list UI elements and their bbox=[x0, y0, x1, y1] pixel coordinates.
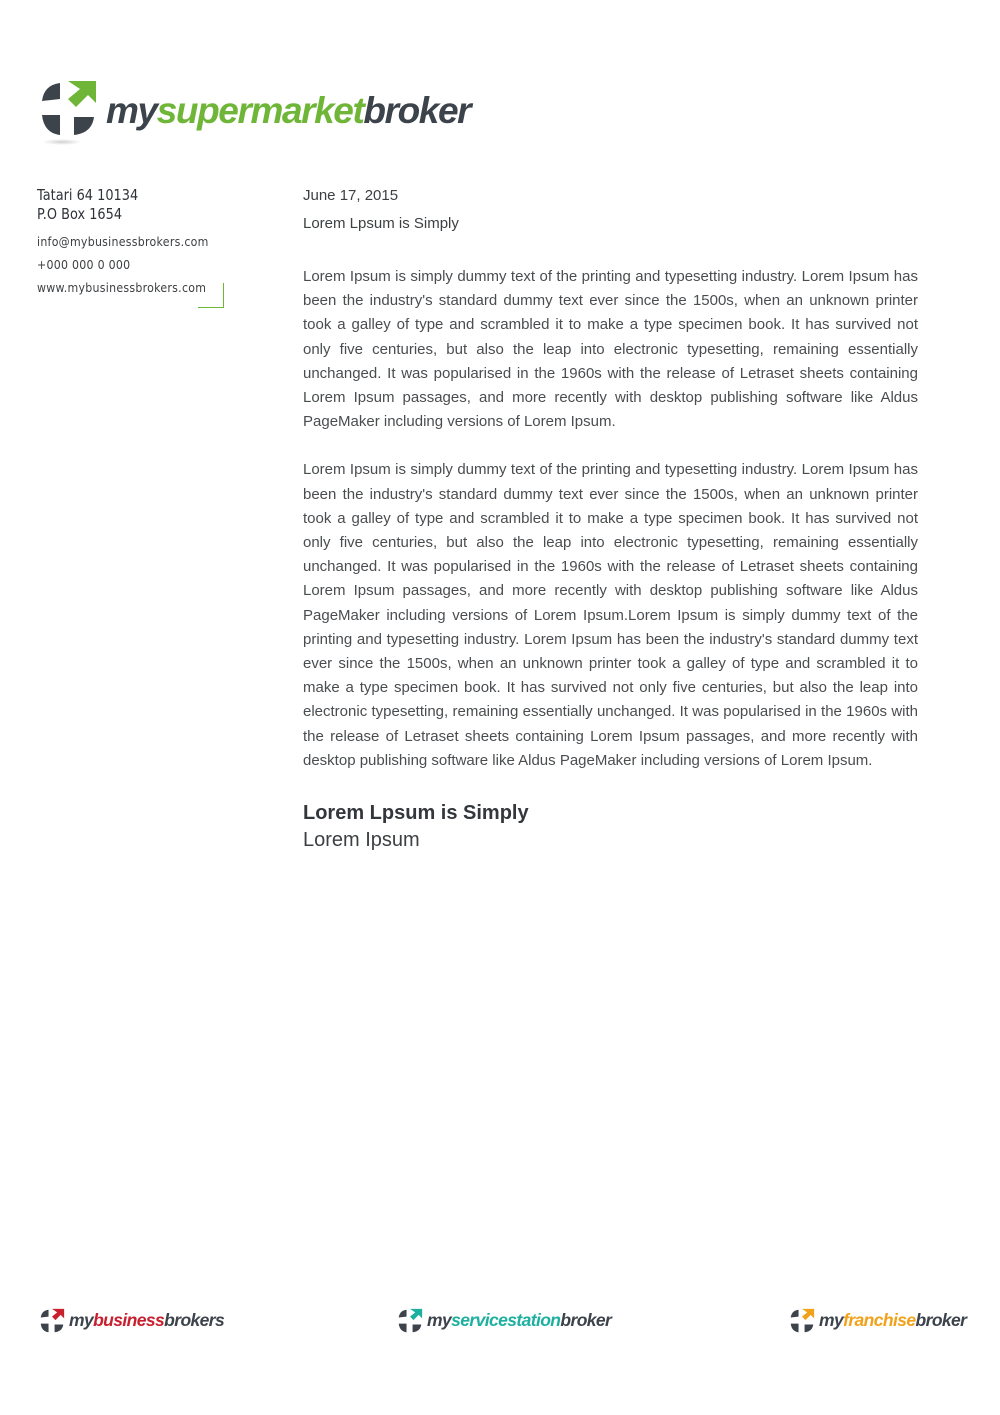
wordmark-suffix: broker bbox=[363, 89, 471, 131]
letter-paragraph-2: Lorem Ipsum is simply dummy text of the printing and typesetting industry. Lorem Ipsum has been the industry's standard dummy text ever since the 1500s, when an unknown printer took a galley of type and scrambled it to make a type specimen book. It has survived not only five centuries, but also the leap into electronic typesetting, remaining essentially unchanged. It was popularised in the 1960s with the release of Letraset sheets containing Lorem Ipsum passages, and more recently with desktop publishing software like Aldus PageMaker including versions of Lorem Ipsum.Lorem Ipsum is simply dummy text of the printing and typesetting industry. Lorem Ipsum has been the industry's standard dummy text ever since the 1500s, when an unknown printer took a galley of type and scrambled it to make a type specimen book. It has survived not only five centuries, but also the leap into electronic typesetting, remaining essentially unchanged. It was popularised in the 1960s with the release of Letraset sheets containing Lorem Ipsum passages, and more recently with desktop publishing software like Aldus PageMaker including versions of Lorem Ipsum. bbox=[303, 461, 918, 769]
wordmark-highlight: supermarket bbox=[156, 89, 364, 131]
letter-date: June 17, 2015 bbox=[303, 187, 399, 204]
footer-wordmark bbox=[69, 1312, 224, 1330]
cross-arrow-logo-icon bbox=[789, 1308, 815, 1334]
website-text: www.mybusinessbrokers.com bbox=[37, 280, 207, 295]
wordmark-prefix: my bbox=[427, 1310, 452, 1331]
footer-logo-business-brokers bbox=[39, 1306, 224, 1336]
brand-wordmark bbox=[106, 89, 471, 131]
letter-body bbox=[303, 185, 918, 854]
address-line-2: P.O Box 1654 bbox=[37, 205, 123, 223]
wordmark-prefix: my bbox=[819, 1310, 844, 1331]
wordmark-suffix: brokers bbox=[164, 1310, 225, 1331]
footer-logo-servicestation-broker bbox=[397, 1306, 611, 1336]
footer-wordmark bbox=[819, 1312, 966, 1330]
footer-logo-franchise-broker bbox=[789, 1306, 966, 1336]
letter-subject: Lorem Lpsum is Simply bbox=[303, 215, 459, 232]
footer-wordmark bbox=[427, 1312, 611, 1330]
wordmark-suffix: broker bbox=[915, 1310, 967, 1331]
logo-shadow bbox=[42, 139, 82, 145]
wordmark-prefix: my bbox=[106, 89, 157, 131]
wordmark-suffix: broker bbox=[560, 1310, 612, 1331]
corner-accent-mark bbox=[198, 283, 224, 308]
signature-name: Lorem Ipsum bbox=[303, 829, 420, 852]
wordmark-highlight: business bbox=[93, 1310, 165, 1331]
letter-paragraph-1: Lorem Ipsum is simply dummy text of the printing and typesetting industry. Lorem Ipsum has been the industry's standard dummy text ever since the 1500s, when an unknown printer took a galley of type and scrambled it to make a type specimen book. It has survived not only five centuries, but also the leap into electronic typesetting, remaining essentially unchanged. It was popularised in the 1960s with the release of Letraset sheets containing Lorem Ipsum passages, and more recently with desktop publishing software like Aldus PageMaker including versions of Lorem Ipsum. bbox=[303, 268, 918, 431]
signature-title: Lorem Lpsum is Simply bbox=[303, 802, 529, 825]
email-text: info@mybusinessbrokers.com bbox=[37, 234, 209, 249]
wordmark-highlight: franchise bbox=[843, 1310, 916, 1331]
phone-text: +000 000 0 000 bbox=[37, 257, 131, 272]
cross-arrow-logo-icon bbox=[39, 1308, 65, 1334]
brand-logo bbox=[38, 78, 470, 140]
address-line-1: Tatari 64 10134 bbox=[37, 186, 139, 204]
cross-arrow-logo-icon bbox=[397, 1308, 423, 1334]
wordmark-highlight: servicestation bbox=[451, 1310, 561, 1331]
wordmark-prefix: my bbox=[69, 1310, 94, 1331]
cross-arrow-logo-icon bbox=[38, 79, 98, 139]
